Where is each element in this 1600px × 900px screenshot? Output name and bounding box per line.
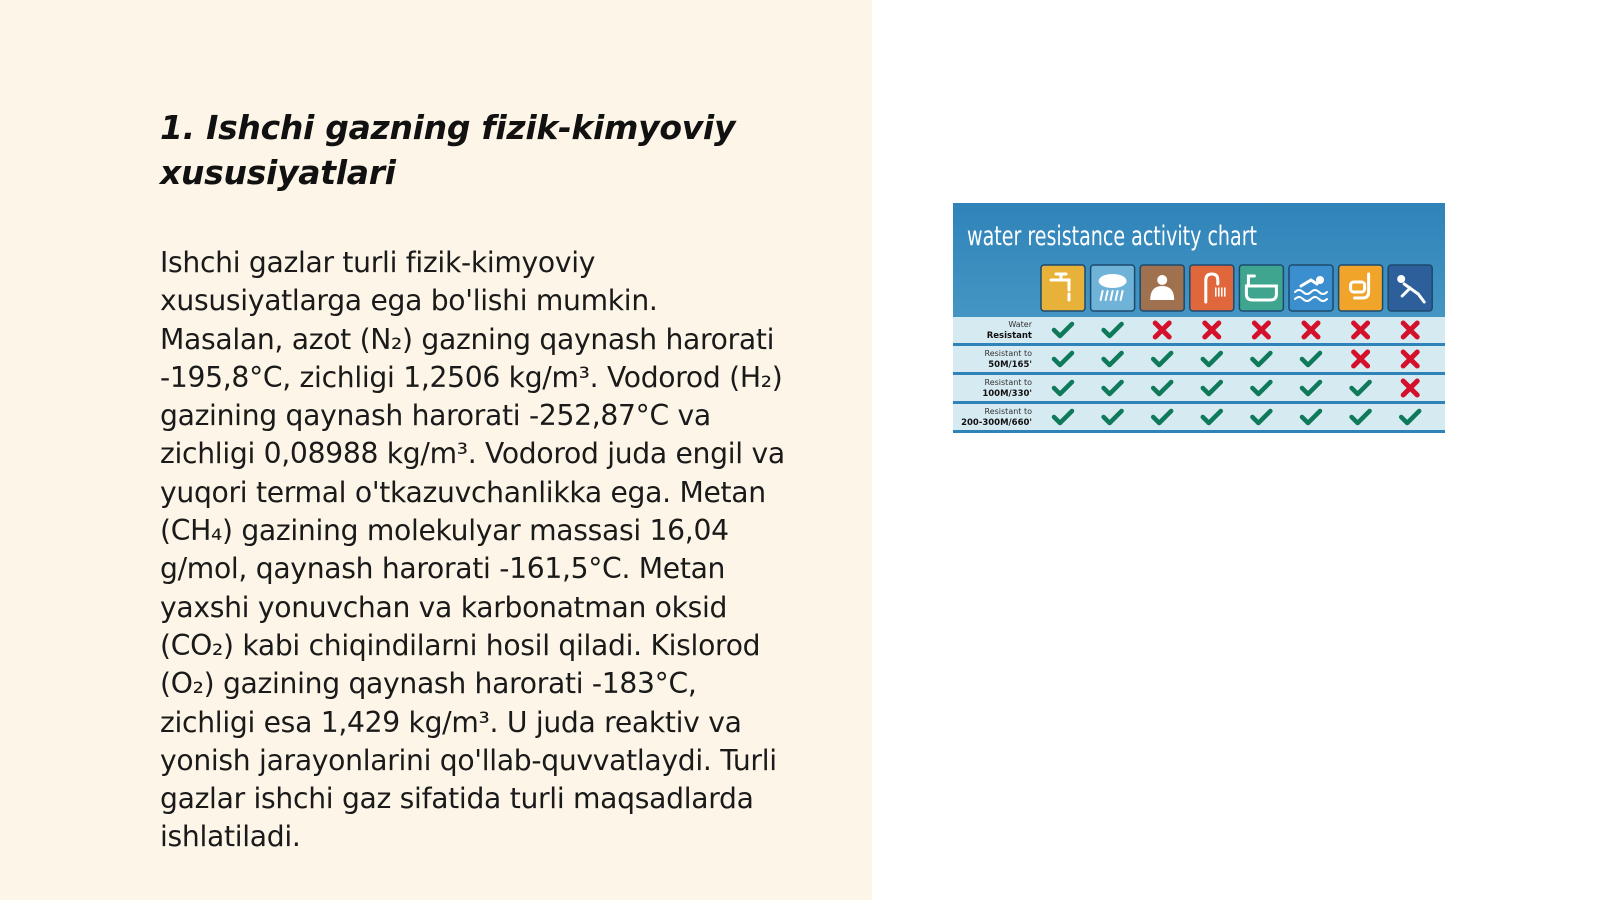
resistance-row [953, 317, 1445, 346]
diver-icon [1388, 265, 1432, 311]
row-label-line-2: 100M/330' [982, 389, 1032, 399]
resistance-row [953, 346, 1445, 375]
resistance-row [953, 375, 1445, 404]
swimming-icon [1289, 265, 1333, 311]
resistance-row [953, 404, 1445, 433]
faucet-icon [1041, 265, 1085, 311]
row-divider [953, 343, 1445, 346]
water-resistance-chart-image [953, 203, 1445, 433]
chart-graphic [953, 203, 1445, 433]
body-paragraph: Ishchi gazlar turli fizik-kimyoviy xususiyatlarga ega bo'lishi mumkin. Masalan, azot (N₂) gazning qaynash harorati -195,8°C, zichligi 1,2506 kg/m³. Vodorod (H₂) gazining qaynash harorati -252,87°C va zichligi 0,08988 kg/m³. Vodorod juda engil va yuqori termal o'tkazuvchanlikka ega. Metan (CH₄) gazining molekulyar massasi 16,04 g/mol, qaynash harorati -161,5°C. Metan yaxshi yonuvchan va karbonatman oksid (CO₂) kabi chiqindilarni hosil qiladi. Kislorod (O₂) gazining qaynash harorati -183°C, zichligi esa 1,429 kg/m³. U juda reaktiv va yonish jarayonlarini qo'llab-quvvatlaydi. Turli gazlar ishchi gaz sifatida turli maqsadlarda ishlatiladi. [160, 246, 785, 854]
row-label-line-1: Water [1008, 320, 1032, 329]
snorkel-icon [1339, 265, 1383, 311]
row-divider [953, 401, 1445, 404]
row-label-line-1: Resistant to [984, 378, 1032, 387]
row-label-line-2: 50M/165' [988, 360, 1032, 370]
row-label-line-1: Resistant to [984, 349, 1032, 358]
resistance-rows [953, 317, 1445, 433]
row-divider [953, 372, 1445, 375]
rain-icon [1091, 265, 1135, 311]
slide-title: 1. Ishchi gazning fizik-kimyoviy xususiyatlari [160, 108, 736, 192]
row-label-line-2: 200-300M/660' [961, 418, 1032, 428]
bathtub-icon [1239, 265, 1283, 311]
chart-title: water resistance activity chart [967, 221, 1257, 252]
row-label-line-2: Resistant [986, 331, 1032, 341]
row-divider [953, 430, 1445, 433]
image-panel [872, 0, 1600, 900]
row-label-line-1: Resistant to [984, 407, 1032, 416]
hand-shower-icon [1190, 265, 1234, 311]
shower-icon [1140, 265, 1184, 311]
